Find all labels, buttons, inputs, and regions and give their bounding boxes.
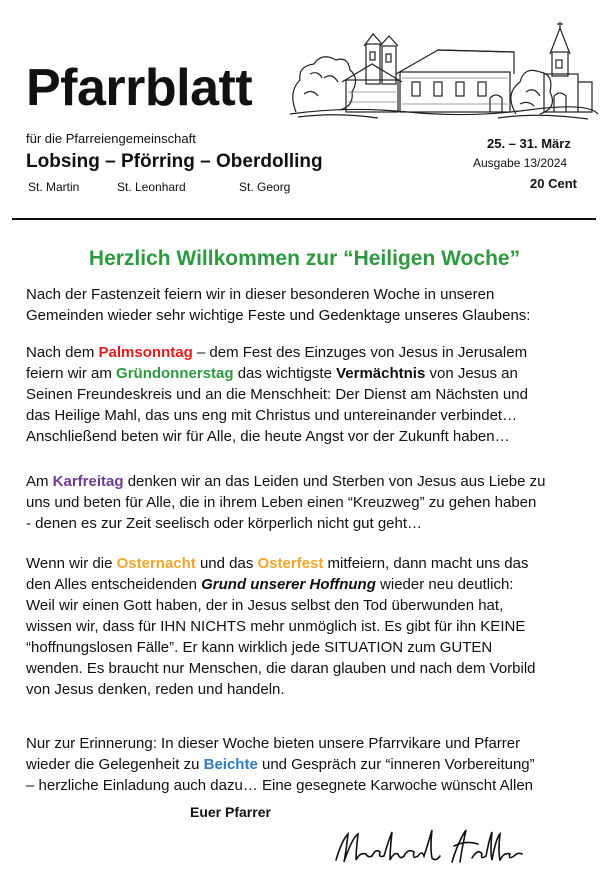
issue-price: 20 Cent (530, 176, 577, 191)
masthead-title: Pfarrblatt (26, 59, 253, 117)
text-line: – herzliche Einladung auch dazu… Eine gesegnete Karwoche wünscht Allen (26, 777, 533, 794)
highlight-osterfest: Osterfest (257, 555, 324, 572)
text-line: Nur zur Erinnerung: In dieser Woche bieten unsere Pfarrvikare und Pfarrer (26, 735, 521, 752)
text-line: “hoffnungslosen Fälle”. Er kann wirklich jede SITUATION zum GUTEN (26, 639, 493, 656)
paragraph-beichte (26, 733, 601, 796)
text-line: uns und beten für Alle, die in ihrem Leben einen “Kreuzweg” zu gehen haben (26, 494, 537, 511)
highlight-beichte: Beichte (203, 756, 258, 773)
text-line: Wenn wir die Osternacht und das Osterfest mitfeiern, dann macht uns das (26, 555, 529, 572)
issue-number: Ausgabe 13/2024 (473, 156, 568, 170)
text-line: Nach der Fastenzeit feiern wir in dieser besonderen Woche in unseren (26, 286, 495, 303)
text-line: von Jesus denken, reden und handeln. (26, 681, 285, 698)
highlight-karfreitag: Karfreitag (52, 473, 124, 490)
masthead-divider (12, 218, 596, 220)
parish-names: Lobsing – Pförring – Oberdolling (26, 151, 323, 172)
highlight-vermaechtnis: Vermächtnis (336, 365, 426, 382)
text-line: Weil wir einen Gott haben, der in Jesus selbst den Tod überwunden hat, (26, 597, 504, 614)
text-line: wieder die Gelegenheit zu Beichte und Gespräch zur “inneren Vorbereitung” (26, 756, 535, 773)
saint-st-georg: St. Georg (239, 180, 291, 194)
text-line: Am Karfreitag denken wir an das Leiden und Sterben von Jesus aus Liebe zu (26, 473, 546, 490)
highlight-grund-unserer-hoffnung: Grund unserer Hoffnung (201, 576, 376, 593)
text-line: Nach dem Palmsonntag – dem Fest des Einzuges von Jesus in Jerusalem (26, 344, 528, 361)
saint-st-martin: St. Martin (28, 180, 80, 194)
paragraph-karfreitag (26, 471, 601, 534)
paragraph-palmsonntag (26, 342, 601, 447)
saint-st-leonhard: St. Leonhard (117, 180, 186, 194)
signature-icon (332, 822, 528, 870)
signoff: Euer Pfarrer (190, 804, 271, 820)
text-line: den Alles entscheidenden Grund unserer Hoffnung wieder neu deutlich: (26, 576, 514, 593)
text-line: wissen wir, dass für IHN NICHTS mehr unmöglich ist. Es gibt für ihn KEINE (26, 618, 526, 635)
masthead-subtitle: für die Pfarreiengemeinschaft (26, 131, 196, 146)
highlight-gruendonnerstag: Gründonnerstag (116, 365, 234, 382)
issue-dates: 25. – 31. März (487, 136, 571, 151)
text-line: wenden. Es braucht nur Menschen, die daran glauben und nach dem Vorbild (26, 660, 536, 677)
paragraph-ostern (26, 553, 601, 700)
text-line: Anschließend beten wir für Alle, die heute Angst vor der Zukunft haben… (26, 428, 510, 445)
highlight-palmsonntag: Palmsonntag (98, 344, 193, 361)
text-line: - denen es zur Zeit seelisch oder körperlich nicht gut geht… (26, 515, 423, 532)
text-line: feiern wir am Gründonnerstag das wichtigste Vermächtnis von Jesus an (26, 365, 518, 382)
text-line: Seinen Freundeskreis und an die Menschheit: Der Dienst am Nächsten und (26, 386, 528, 403)
text-line: Gemeinden wieder sehr wichtige Feste und Gedenktage unseres Glaubens: (26, 307, 531, 324)
article-headline: Herzlich Willkommen zur “Heiligen Woche” (88, 247, 521, 270)
church-sketch-icon (288, 22, 600, 124)
text-line: das Heilige Mahl, das uns eng mit Christus und untereinander verbindet… (26, 407, 518, 424)
paragraph-intro (26, 284, 601, 326)
highlight-osternacht: Osternacht (116, 555, 196, 572)
